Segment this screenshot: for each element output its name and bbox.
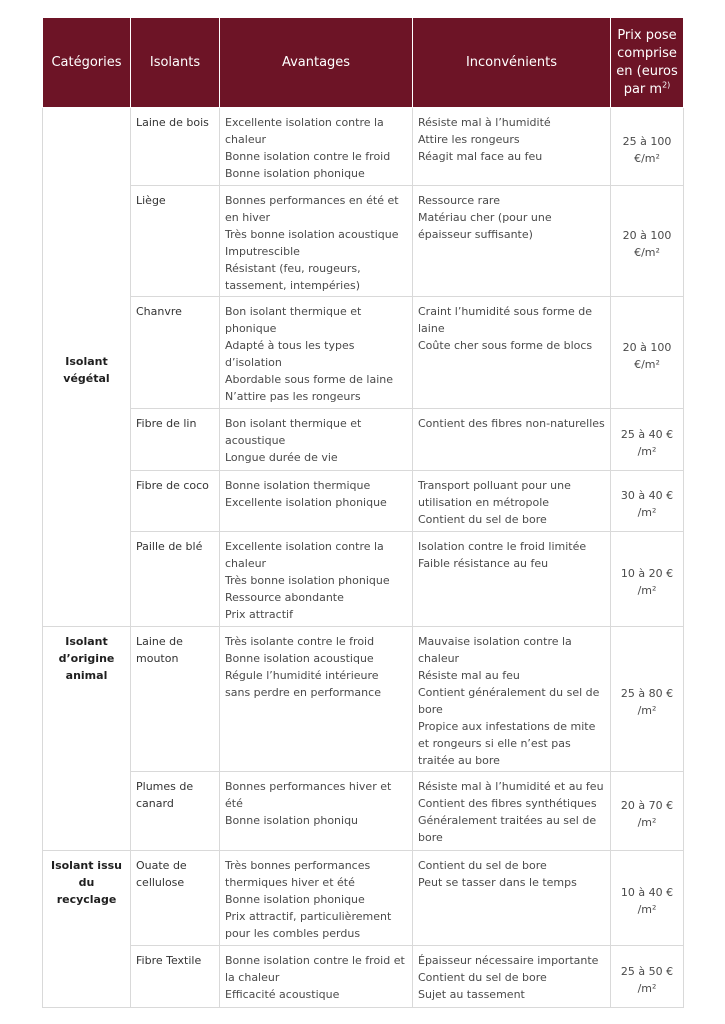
category-cell: Isolant d’origine animal [43,627,131,851]
avantages-item: Très bonne isolation phonique [225,574,390,587]
avantages-cell [220,186,413,297]
insulation-comparison-table [42,17,684,1008]
avantages-cell [220,532,413,627]
avantages-item: Bonne isolation phonique [225,893,365,906]
avantages-item: Excellente isolation phonique [225,496,387,509]
avantages-item: Bonnes performances hiver et été [225,780,392,810]
table-body [43,108,684,1008]
price-cell: 30 à 40 € /m² [611,471,684,532]
header-avantages: Avantages [220,18,413,108]
inconvenients-item: Contient du sel de bore [418,513,547,526]
isolant-cell: Liège [131,186,220,297]
avantages-item: Régule l’humidité intérieure sans perdre en performance [225,669,381,699]
table-row [43,532,684,627]
inconvenients-item: Sujet au tassement [418,988,525,1001]
table-row [43,409,684,471]
inconvenients-item: Matériau cher (pour une épaisseur suffisante) [418,211,552,241]
table-row [43,851,684,946]
avantages-item: Prix attractif, particulièrement pour les combles perdus [225,910,392,940]
inconvenients-item: Épaisseur nécessaire importante [418,954,599,967]
inconvenients-cell [413,532,611,627]
inconvenients-cell [413,108,611,186]
inconvenients-item: Résiste mal à l’humidité et au feu [418,780,604,793]
price-cell: 25 à 50 € /m² [611,946,684,1008]
inconvenients-item: Généralement traitées au sel de bore [418,814,597,844]
inconvenients-item: Ressource rare [418,194,500,207]
avantages-item: Bonne isolation contre le froid [225,150,391,163]
header-prix-sup: 2) [662,80,671,90]
avantages-cell [220,946,413,1008]
isolant-cell: Paille de blé [131,532,220,627]
inconvenients-cell [413,851,611,946]
inconvenients-item: Transport polluant pour une utilisation en métropole [418,479,571,509]
avantages-item: Abordable sous forme de laine [225,373,394,386]
avantages-cell [220,851,413,946]
avantages-item: Longue durée de vie [225,451,338,464]
isolant-cell: Laine de bois [131,108,220,186]
inconvenients-cell [413,946,611,1008]
inconvenients-item: Résiste mal à l’humidité [418,116,551,129]
avantages-item: Prix attractif [225,608,293,621]
avantages-item: Imputrescible [225,245,300,258]
inconvenients-item: Contient du sel de bore [418,859,547,872]
header-isolants: Isolants [131,18,220,108]
inconvenients-item: Contient généralement du sel de bore [418,686,600,716]
isolant-cell: Chanvre [131,297,220,409]
isolant-cell: Fibre de lin [131,409,220,471]
inconvenients-item: Coûte cher sous forme de blocs [418,339,593,352]
avantages-cell [220,471,413,532]
table-row [43,772,684,851]
avantages-cell [220,772,413,851]
price-cell: 20 à 100 €/m² [611,297,684,409]
price-cell: 25 à 40 € /m² [611,409,684,471]
inconvenients-item: Faible résistance au feu [418,557,549,570]
isolant-cell: Fibre de coco [131,471,220,532]
inconvenients-cell [413,471,611,532]
header-prix [611,18,684,108]
avantages-item: Très isolante contre le froid [225,635,375,648]
avantages-item: Bonne isolation phoniqu [225,814,359,827]
table-row [43,108,684,186]
isolant-cell: Ouate de cellulose [131,851,220,946]
avantages-item: Ressource abondante [225,591,344,604]
header-inconvenients: Inconvénients [413,18,611,108]
inconvenients-item: Propice aux infestations de mite et rongeurs si elle n’est pas traitée au bore [418,720,596,767]
price-cell: 20 à 100 €/m² [611,186,684,297]
avantages-cell [220,409,413,471]
table-row [43,627,684,772]
inconvenients-cell [413,186,611,297]
avantages-item: Bon isolant thermique et acoustique [225,417,362,447]
avantages-item: Bonne isolation thermique [225,479,371,492]
inconvenients-item: Contient des fibres non-naturelles [418,417,605,430]
avantages-item: Bon isolant thermique et phonique [225,305,362,335]
header-row [43,18,684,108]
inconvenients-cell [413,409,611,471]
avantages-item: Bonne isolation acoustique [225,652,374,665]
avantages-item: Très bonnes performances thermiques hiver et été [225,859,371,889]
category-cell: Isolant issu du recyclage [43,851,131,1008]
avantages-item: Excellente isolation contre la chaleur [225,116,384,146]
avantages-item: Efficacité acoustique [225,988,340,1001]
inconvenients-item: Craint l’humidité sous forme de laine [418,305,592,335]
inconvenients-item: Mauvaise isolation contre la chaleur [418,635,572,665]
price-cell: 10 à 20 € /m² [611,532,684,627]
avantages-cell [220,108,413,186]
avantages-item: Excellente isolation contre la chaleur [225,540,384,570]
table-row [43,946,684,1008]
avantages-item: Résistant (feu, rougeurs, tassement, intempéries) [225,262,361,292]
inconvenients-cell [413,297,611,409]
inconvenients-item: Résiste mal au feu [418,669,520,682]
avantages-item: N’attire pas les rongeurs [225,390,361,403]
price-cell: 25 à 80 € /m² [611,627,684,772]
avantages-item: Bonne isolation phonique [225,167,365,180]
table-row [43,186,684,297]
isolant-cell: Plumes de canard [131,772,220,851]
avantages-item: Très bonne isolation acoustique [225,228,399,241]
inconvenients-item: Contient des fibres synthétiques [418,797,597,810]
header-categories: Catégories [43,18,131,108]
price-cell: 25 à 100 €/m² [611,108,684,186]
table-row [43,471,684,532]
inconvenients-item: Réagit mal face au feu [418,150,543,163]
category-cell: Isolant végétal [43,108,131,627]
inconvenients-item: Isolation contre le froid limitée [418,540,587,553]
price-cell: 10 à 40 € /m² [611,851,684,946]
inconvenients-item: Attire les rongeurs [418,133,520,146]
inconvenients-cell [413,772,611,851]
avantages-item: Bonne isolation contre le froid et la chaleur [225,954,405,984]
avantages-cell [220,297,413,409]
price-cell: 20 à 70 € /m² [611,772,684,851]
header-prix-text: Prix pose comprise en (euros par m [616,27,678,97]
avantages-cell [220,627,413,772]
avantages-item: Adapté à tous les types d’isolation [225,339,355,369]
avantages-item: Bonnes performances en été et en hiver [225,194,399,224]
inconvenients-cell [413,627,611,772]
inconvenients-item: Peut se tasser dans le temps [418,876,577,889]
inconvenients-item: Contient du sel de bore [418,971,547,984]
isolant-cell: Fibre Textile [131,946,220,1008]
isolant-cell: Laine de mouton [131,627,220,772]
table-row [43,297,684,409]
